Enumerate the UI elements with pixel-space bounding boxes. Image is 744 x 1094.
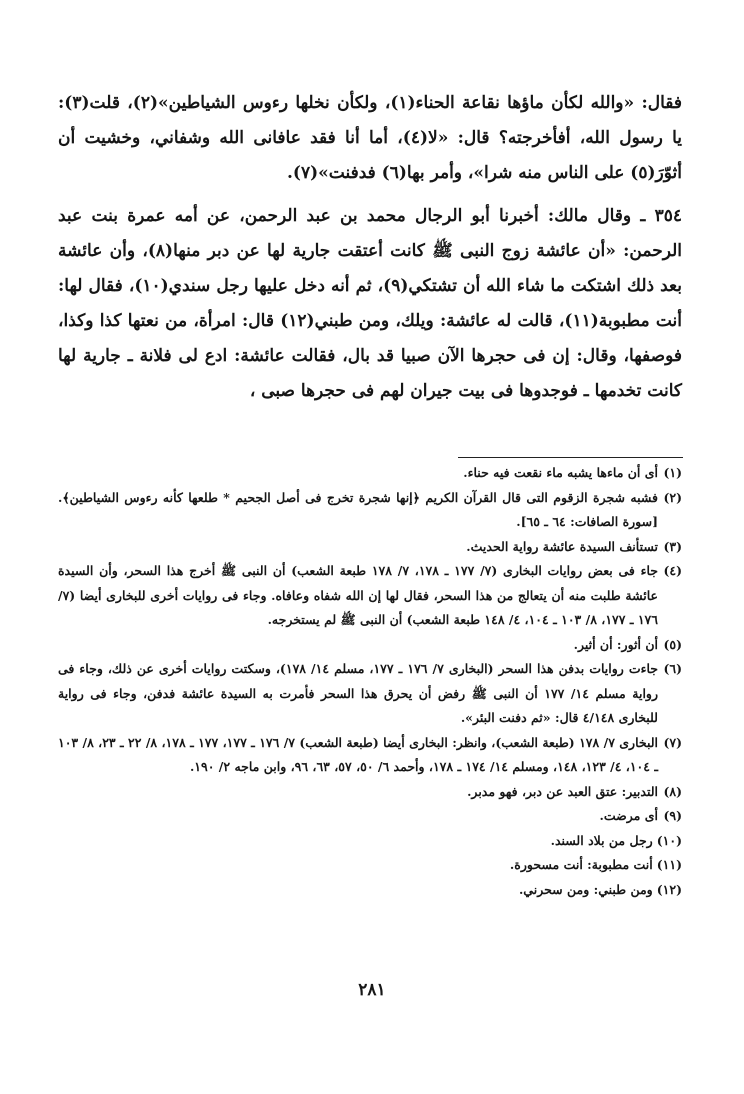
footnote-text: جاءت روايات بدفن هذا السحر (البخارى ٧/ ١٧٦ ـ ١٧٧، مسلم ١٤/ ١٧٨)، وسكتت روايات أخرى عن ذلك، وجاء فى رواية مسلم ١٤/ ١٧٧ أن النبى ﷺ رفض أن يحرق هذا السحر فأمرت به السيدة عائشة فدفن، وجاء فى رواية للبخارى ٤/١٤٨ قال: «ثم دفنت البئر».: [58, 661, 659, 725]
footnote-separator: [458, 457, 683, 458]
footnote-number: (٧): [663, 734, 683, 750]
footnote: [58, 853, 682, 878]
footnote-number: (٣): [663, 538, 682, 554]
main-paragraph: ٣٥٤ ـ وقال مالك: أخبرنا أبو الرجال محمد بن عبد الرحمن، عن أمه عمرة بنت عبد الرحمن: «أن عائشة زوج النبى ﷺ كانت أعتقت جارية لها عن دبر منها(٨)، وأن عائشة بعد ذلك اشتكت ما شاء الله أن تشتكي(٩)، ثم أنه دخل عليها رجل سندي(١٠)، فقال لها: أنت مطبوبة(١١)، قالت له عائشة: ويلك، ومن طبني(١٢) قال: امرأة، من نعتها كذا وكذا، فوصفها، وقال: إن فى حجرها الآن صبيا قد بال، فقالت عائشة: ادع لى فلانة ـ جارية لها كانت تخدمها ـ فوجدوها فى بيت جيران لهم فى حجرها صبى ،: [58, 206, 682, 401]
main-text-block: [58, 86, 682, 409]
footnote-text: جاء فى بعض روايات البخارى (٧/ ١٧٧ ـ ١٧٨، ٧/ ١٧٨ طبعة الشعب) أن النبى ﷺ أخرج هذا السحر، وأن السيدة عائشة طلبت منه أن يتعالج من هذا السحر، فقال لها إن الله شفاه وعافاه. وجاء فى روايات أخرى للبخارى أيضا (٧/ ١٧٦ ـ ١٧٧، ٨/ ١٠٣ ـ ١٠٤، ٤/ ١٤٨ طبعة الشعب) أن النبى ﷺ لم يستخرجه.: [58, 563, 659, 627]
footnote: [58, 633, 682, 658]
footnote-text: فشبه شجرة الزقوم التى قال القرآن الكريم ﴿إنها شجرة تخرج فى أصل الجحيم * طلعها كأنه رءوس الشياطين﴾. [سورة الصافات: ٦٤ ـ ٦٥].: [58, 489, 658, 529]
footnote-number: (١): [663, 465, 682, 480]
footnote-text: أن أثور: أن أثير.: [573, 636, 658, 652]
footnote-text: رجل من بلاد السند.: [550, 832, 653, 848]
footnote: [58, 780, 682, 805]
footnote-number: (١١): [656, 857, 682, 872]
footnote: [58, 657, 682, 731]
footnote-number: (١٠): [656, 832, 682, 848]
footnote: [58, 486, 682, 535]
main-paragraph: فقال: «والله لكأن ماؤها نقاعة الحناء(١)، ولكأن نخلها رءوس الشياطين»(٢)، قلت(٣): يا رسول الله، أفأخرجته؟ قال: «لا(٤)، أما أنا فقد عافانى الله وشفاني، وخشيت أن أثوّرَ(٥) على الناس منه شرا»، وأمر بها(٦) فدفنت»(٧).: [58, 93, 682, 183]
footnote-number: (٤): [663, 563, 683, 578]
footnote-number: (٢): [663, 489, 682, 505]
footnote-number: (٩): [663, 808, 682, 823]
footnote: [58, 731, 682, 780]
footnote-text: البخارى ٧/ ١٧٨ (طبعة الشعب)، وانظر: البخارى أيضا (طبعة الشعب) ٧/ ١٧٦ ـ ١٧٧، ١٧٧ ـ ١٧٨، ٨/ ٢٢ ـ ٢٣، ٨/ ١٠٣ ـ ١٠٤، ٤/ ١٢٣، ١٤٨، ومسلم ١٤/ ١٧٤ ـ ١٧٨، وأحمد ٦/ ٥٠، ٥٧، ٦٣، ٩٦، وابن ماجه ٢/ ١٩٠.: [58, 734, 659, 774]
footnote-text: أنت مطبوبة: أنت مسحورة.: [509, 857, 653, 872]
footnote: [58, 535, 682, 560]
footnote-number: (٨): [663, 783, 682, 799]
footnote-text: ومن طبني: ومن سحرني.: [518, 881, 653, 897]
page-number: ٢٨١: [358, 980, 386, 1000]
footnote: [58, 804, 682, 829]
footnote-text: أى مرضت.: [599, 808, 658, 823]
footnote-number: (١٢): [656, 881, 682, 897]
footnote-text: تستأنف السيدة عائشة رواية الحديث.: [466, 538, 658, 554]
footnote-text: التدبير: عتق العبد عن دبر، فهو مدبر.: [467, 783, 658, 799]
footnote: [58, 829, 682, 854]
footnote-number: (٥): [663, 636, 682, 652]
footnotes-block: [58, 461, 682, 902]
footnote: [58, 878, 682, 903]
footnote: [58, 559, 682, 633]
footnote-number: (٦): [663, 661, 683, 676]
footnote: [58, 461, 682, 486]
footnote-text: أى أن ماءها يشبه ماء نقعت فيه حناء.: [463, 465, 658, 480]
